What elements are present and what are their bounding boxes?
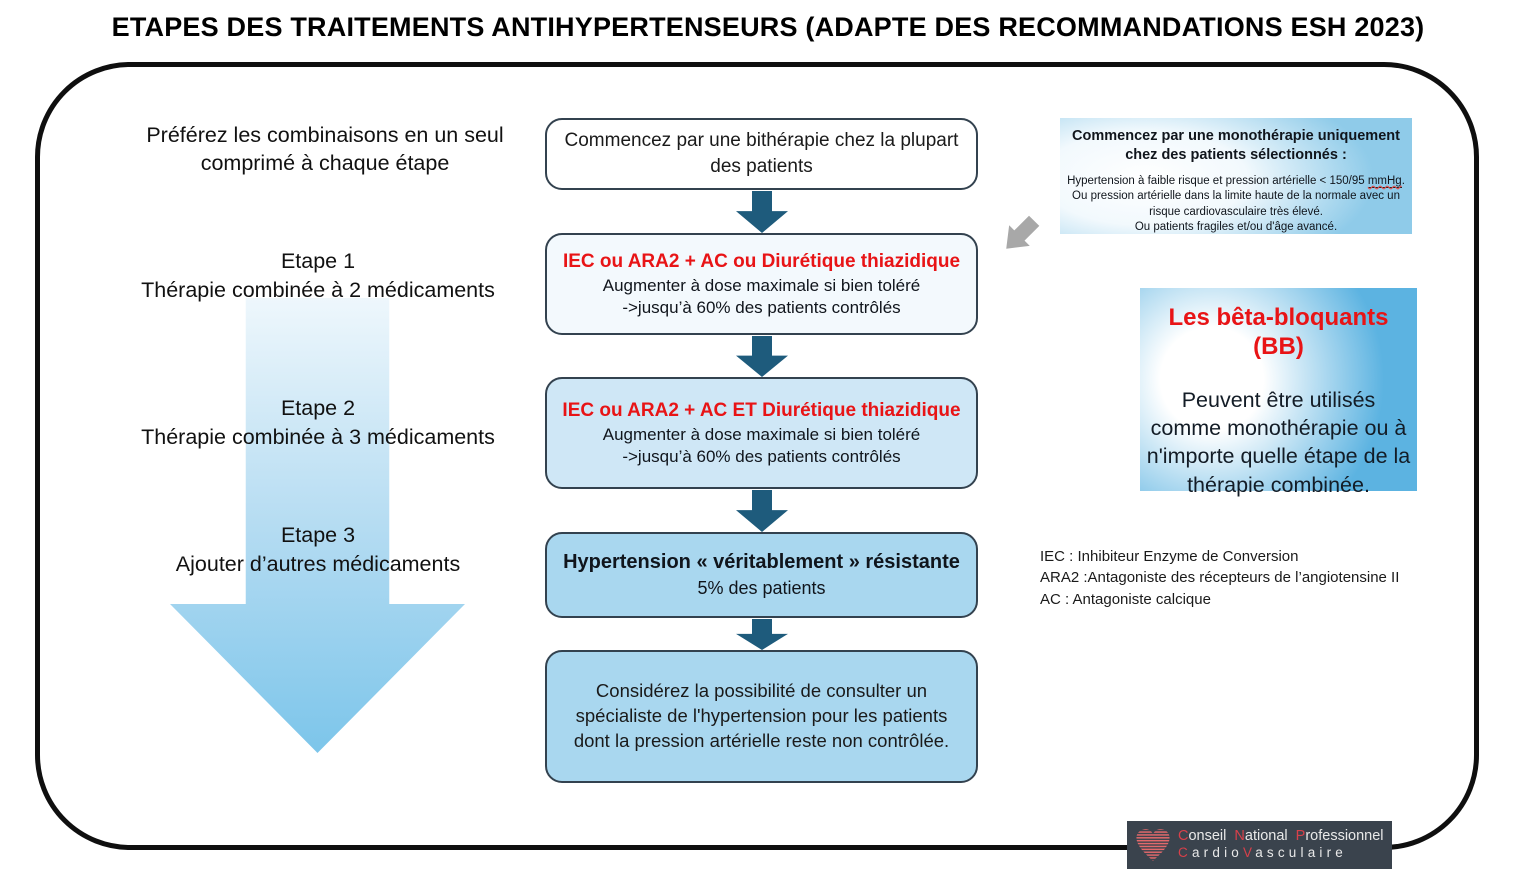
- logo-text: [1178, 828, 1384, 862]
- step3-title: Etape 3: [280, 523, 356, 547]
- logo-initial-p: P: [1295, 827, 1306, 844]
- logo-word1: onseil: [1188, 827, 1227, 844]
- criteria1-period: .: [1401, 174, 1405, 187]
- beta-blockers-heading: Les bêta-bloquants (BB): [1168, 304, 1389, 360]
- abbreviation-ac: AC : Antagoniste calcique: [1040, 590, 1211, 608]
- flow-box-start-bitherapy: [545, 118, 978, 190]
- flow-box-step2-triple-therapy: [545, 377, 978, 489]
- pointer-arrow-southwest-icon: [1000, 203, 1052, 255]
- flow-down-arrow-icon: [736, 619, 788, 650]
- abbreviations-legend: [1040, 546, 1480, 610]
- resistant-patients-percentage: 5% des patients: [697, 578, 826, 599]
- abbreviation-ara2: ARA2 :Antagoniste des récepteurs de l’angiotensine II: [1040, 569, 1400, 587]
- logo-cardio: ardio: [1191, 845, 1243, 861]
- page-title: ETAPES DES TRAITEMENTS ANTIHYPERTENSEURS (ADAPTE DES RECOMMANDATIONS ESH 2023): [111, 12, 1425, 42]
- criteria1-text: Hypertension à faible risque et pression artérielle < 150/95: [1067, 174, 1368, 187]
- flow-box-specialist-referral: [545, 650, 978, 783]
- step1-drug-combination: IEC ou ARA2 + AC ou Diurétique thiazidique: [562, 250, 961, 272]
- step1-dose-note: Augmenter à dose maximale si bien toléré: [602, 276, 921, 296]
- monotherapy-criteria-3: Ou patients fragiles et/ou d'âge avancé.: [1134, 220, 1338, 233]
- flow-box-step1-dual-therapy: [545, 233, 978, 335]
- flow-down-arrow-icon: [736, 336, 788, 377]
- step3-label: [93, 521, 543, 579]
- step3-description: Ajouter d’autres médicaments: [175, 552, 461, 577]
- step1-description: Thérapie combinée à 2 médicaments: [141, 278, 495, 303]
- flow-box-start-text: Commencez par une bithérapie chez la plupart des patients: [564, 130, 959, 177]
- beta-blockers-info-box: [1140, 288, 1417, 497]
- logo-vasculaire: asculaire: [1255, 845, 1348, 861]
- abbreviation-iec: IEC : Inhibiteur Enzyme de Conversion: [1040, 548, 1299, 565]
- monotherapy-criteria-1: [1066, 174, 1406, 189]
- monotherapy-info-box: [1060, 118, 1412, 234]
- single-pill-note: Préférez les combinaisons en un seul comprimé à chaque étape: [146, 123, 504, 175]
- flow-down-arrow-icon: [736, 191, 788, 233]
- logo-line2: [1178, 845, 1384, 862]
- resistant-hypertension-headline: Hypertension « véritablement » résistante: [563, 551, 960, 574]
- specialist-referral-text: Considérez la possibilité de consulter un spécialiste de l'hypertension pour les patients dont la pression artérielle reste non contrôlée.: [573, 680, 950, 751]
- step2-description: Thérapie combinée à 3 médicaments: [141, 425, 495, 450]
- step1-title: Etape 1: [280, 249, 356, 273]
- step2-drug-combination: IEC ou ARA2 + AC ET Diurétique thiazidique: [562, 399, 961, 421]
- monotherapy-criteria-2: Ou pression artérielle dans la limite haute de la normale avec un risque cardiovasculaire très élevé.: [1072, 190, 1400, 218]
- step1-control-rate: ->jusqu’à 60% des patients contrôlés: [622, 298, 901, 318]
- flow-box-resistant-hypertension: [545, 532, 978, 618]
- logo-line1: [1178, 828, 1384, 845]
- step1-label: [93, 247, 543, 305]
- step2-title: Etape 2: [280, 396, 356, 420]
- step2-dose-note: Augmenter à dose maximale si bien toléré: [602, 425, 921, 445]
- monotherapy-heading: Commencez par une monothérapie uniquement chez des patients sélectionnés :: [1072, 128, 1400, 163]
- logo-initial-v: V: [1242, 845, 1256, 861]
- logo-initial-c2: C: [1178, 845, 1192, 861]
- logo-initial-c1: C: [1178, 827, 1189, 844]
- step2-label: [93, 394, 543, 452]
- logo-word2: ational: [1244, 827, 1288, 844]
- cnpcv-logo: [1127, 821, 1392, 869]
- logo-initial-n: N: [1234, 827, 1245, 844]
- flow-down-arrow-icon: [736, 490, 788, 532]
- beta-blockers-body: Peuvent être utilisés comme monothérapie ou à n'importe quelle étape de la thérapie combinée.: [1146, 387, 1411, 497]
- mmhg-unit: mmHg: [1367, 174, 1402, 187]
- step2-control-rate: ->jusqu’à 60% des patients contrôlés: [622, 447, 901, 467]
- heart-icon: [1135, 828, 1171, 862]
- logo-word3: rofessionnel: [1305, 827, 1384, 844]
